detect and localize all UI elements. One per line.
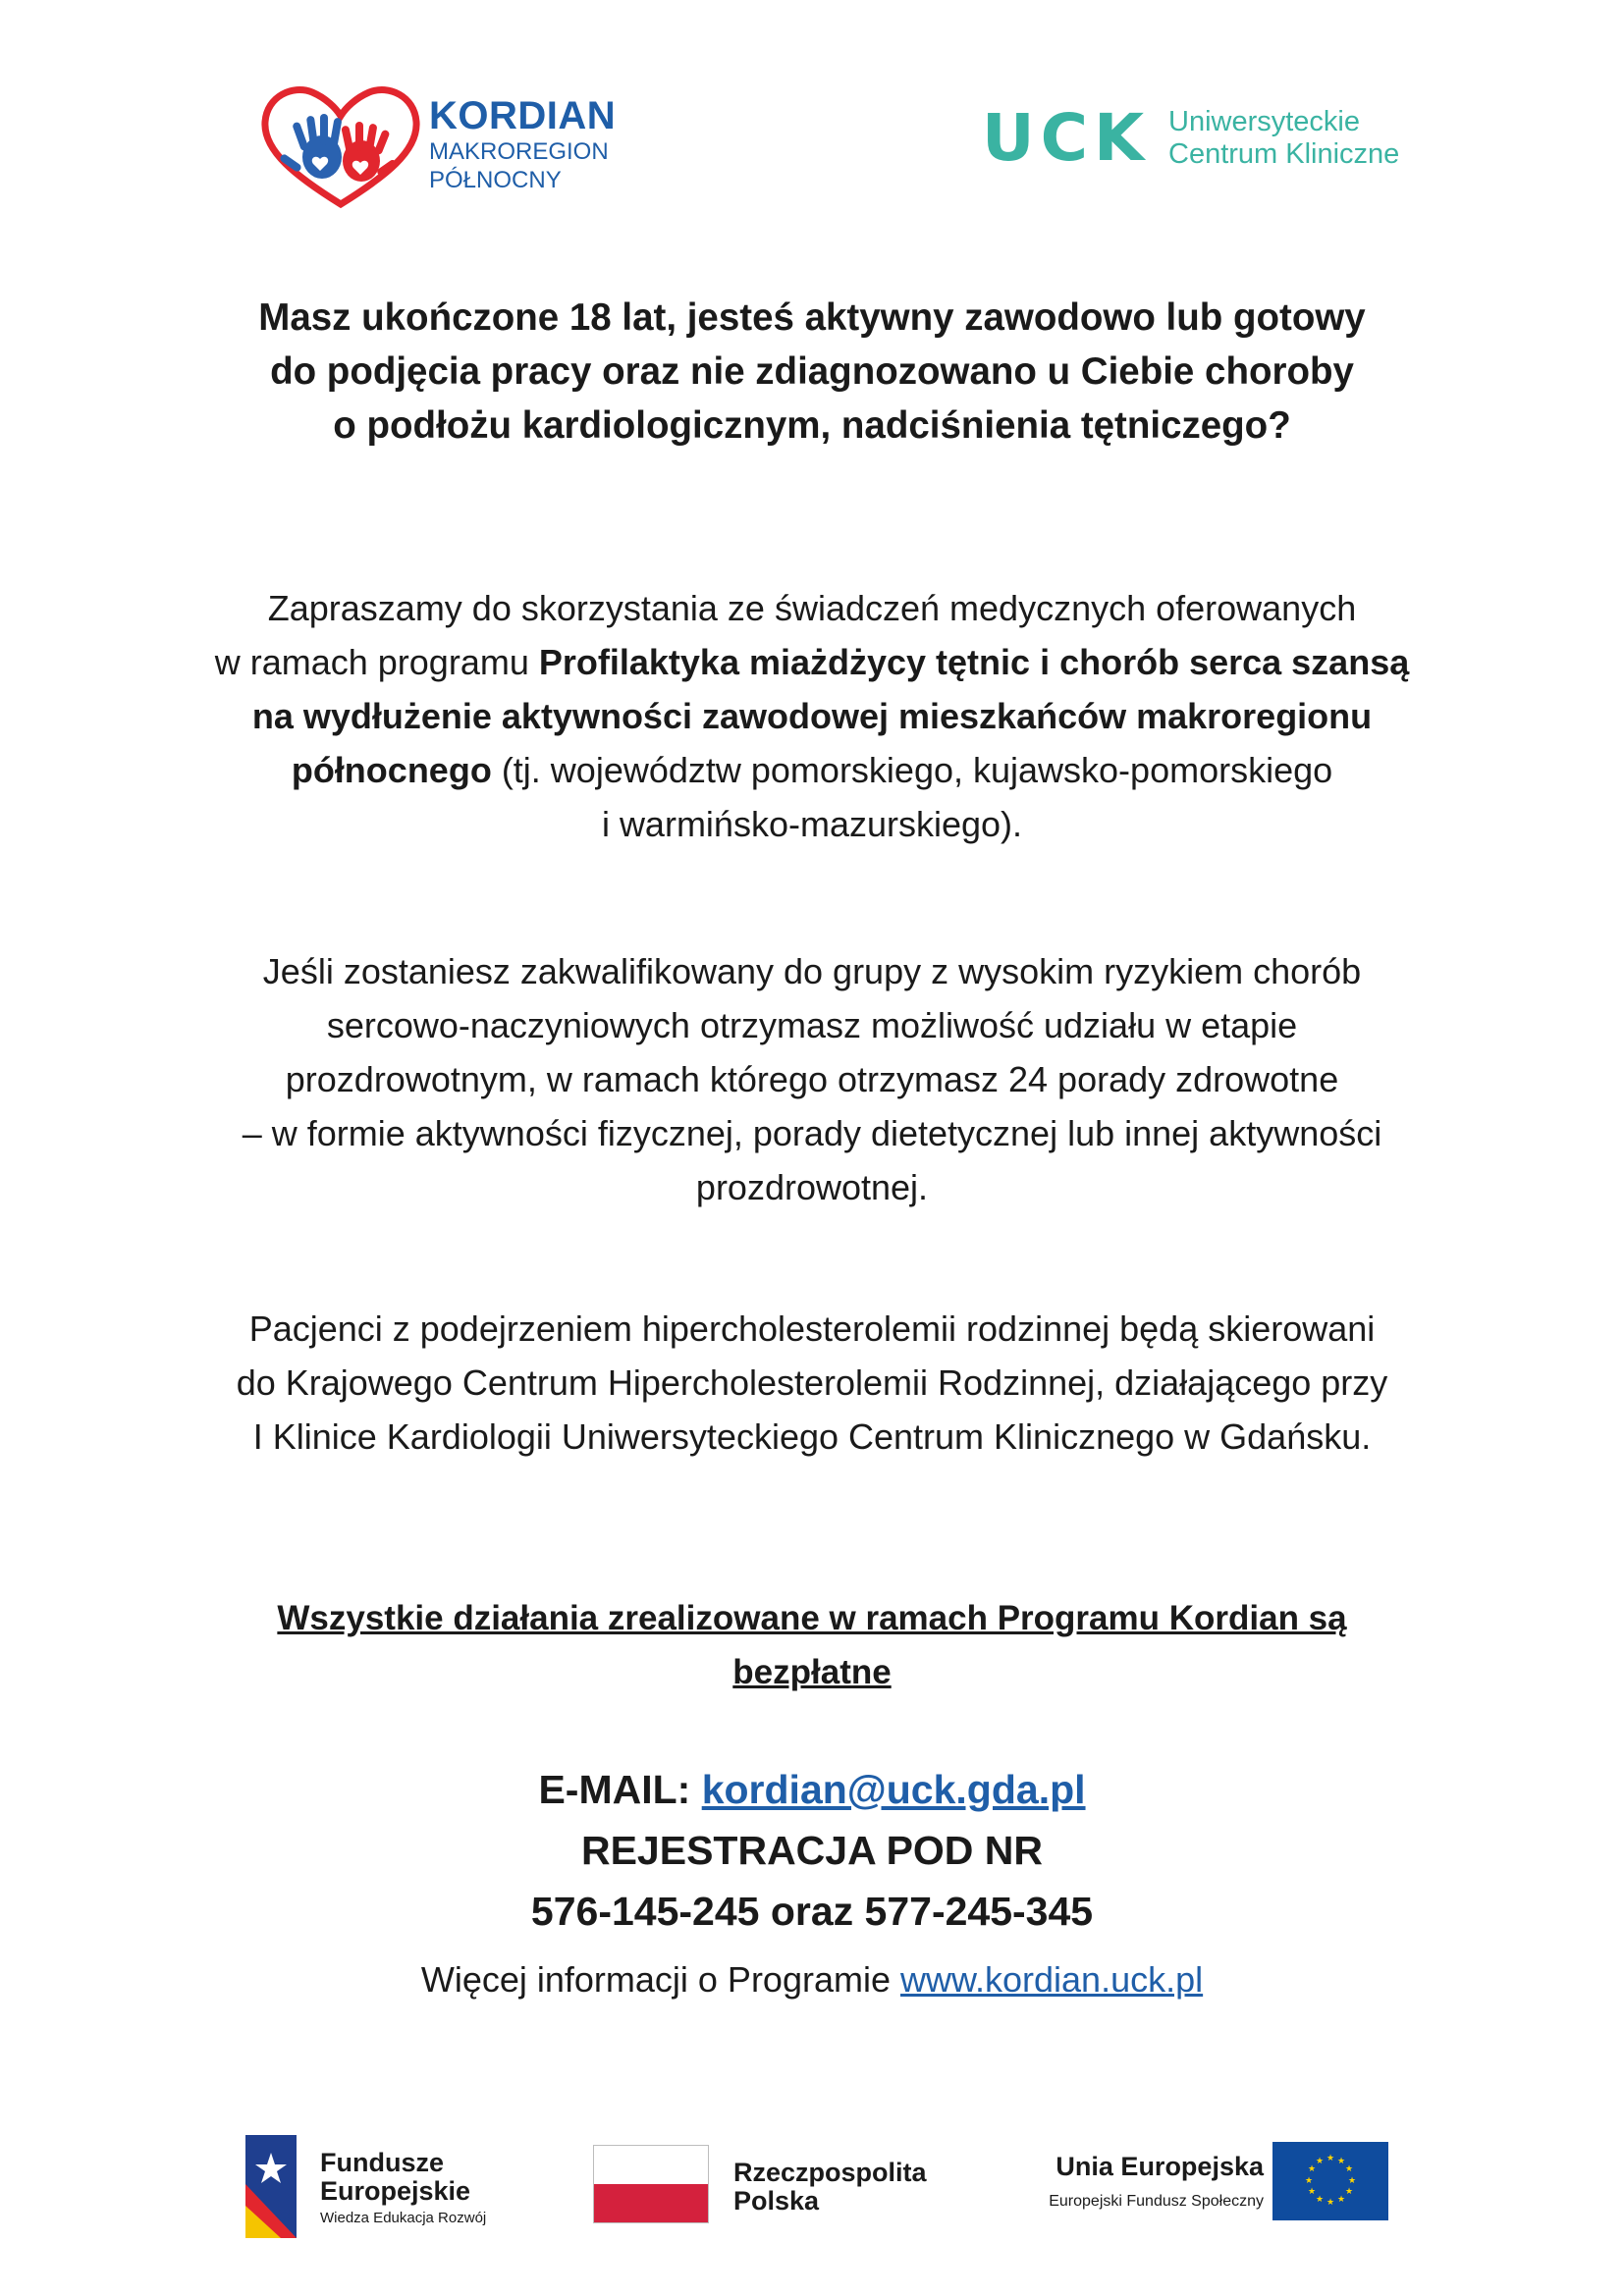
uck-logo-mark: UCK: [982, 100, 1151, 176]
svg-text:★: ★: [1315, 2195, 1325, 2205]
risk-group-paragraph: [128, 944, 1496, 1214]
program-name: na wydłużenie aktywności zawodowej mieszkańców makroregionu: [251, 696, 1373, 736]
kordian-logo-line2: PÓŁNOCNY: [429, 167, 562, 193]
svg-text:★: ★: [1336, 2195, 1346, 2205]
kordian-logo-title: KORDIAN: [429, 94, 617, 137]
program-paragraph: [128, 581, 1496, 851]
svg-text:★: ★: [1336, 2157, 1346, 2166]
fe-logo-line2: Europejskie: [320, 2176, 471, 2206]
kordian-logo-line1: MAKROREGION: [429, 138, 609, 165]
free-notice-line: bezpłatne: [732, 1653, 892, 1691]
more-info-line: [128, 1949, 1496, 2010]
fe-logo-title: [320, 2149, 470, 2206]
program-name: północnego: [291, 750, 492, 790]
ue-logo-title: Unia Europejska: [1056, 2152, 1264, 2181]
email-label: E-MAIL:: [538, 1767, 702, 1812]
paragraph-line: i warmińsko-mazurskiego).: [601, 804, 1023, 844]
contact-block: [128, 1759, 1496, 1942]
svg-text:★: ★: [1326, 2154, 1335, 2163]
paragraph-line: [128, 635, 1496, 689]
svg-text:★: ★: [1304, 2176, 1314, 2186]
headline: [128, 291, 1496, 453]
phone-numbers: 576-145-245 oraz 577-245-345: [530, 1889, 1094, 1934]
email-link[interactable]: kordian@uck.gda.pl: [701, 1767, 1086, 1812]
uck-logo-line2: Centrum Kliniczne: [1168, 138, 1400, 170]
paragraph-line: prozdrowotnej.: [695, 1167, 929, 1207]
heart-hands-icon: [257, 82, 424, 210]
program-name: Profilaktyka miażdżycy tętnic i chorób serca szansą: [538, 642, 1410, 682]
fe-logo-subtitle: Wiedza Edukacja Rozwój: [320, 2210, 487, 2226]
svg-text:★: ★: [1307, 2187, 1317, 2197]
paragraph-line: I Klinice Kardiologii Uniwersyteckiego Centrum Klinicznego w Gdańsku.: [252, 1416, 1372, 1457]
svg-text:★: ★: [1307, 2164, 1317, 2174]
paragraph-line: [128, 743, 1496, 797]
email-line: [128, 1759, 1496, 1820]
paragraph-line: do Krajowego Centrum Hipercholesterolemii Rodzinnej, działającego przy: [236, 1362, 1388, 1403]
svg-text:★: ★: [1347, 2176, 1357, 2186]
paragraph-line: Pacjenci z podejrzeniem hipercholesterolemii rodzinnej będą skierowani: [248, 1308, 1376, 1349]
fe-logo-line1: Fundusze: [320, 2148, 444, 2177]
paragraph-line: Jeśli zostaniesz zakwalifikowany do grupy z wysokim ryzykiem chorób: [262, 951, 1362, 991]
fundusze-europejskie-icon: [245, 2135, 304, 2238]
headline-line: Masz ukończone 18 lat, jesteś aktywny zawodowo lub gotowy: [258, 296, 1366, 339]
paragraph-line: [128, 689, 1496, 743]
free-notice-line: Wszystkie działania zrealizowane w ramach Programu Kordian są: [277, 1599, 1347, 1637]
registration-label: REJESTRACJA POD NR: [580, 1828, 1044, 1873]
more-info-label: Więcej informacji o Programie: [420, 1959, 900, 2000]
paragraph-line: Zapraszamy do skorzystania ze świadczeń medycznych oferowanych: [267, 588, 1357, 628]
fundusze-europejskie-logo: [245, 2135, 540, 2238]
uck-logo-line1: Uniwersyteckie: [1168, 106, 1360, 137]
svg-text:★: ★: [1344, 2164, 1354, 2174]
headline-line: do podjęcia pracy oraz nie zdiagnozowano u Ciebie choroby: [270, 350, 1354, 393]
website-link[interactable]: www.kordian.uck.pl: [900, 1959, 1204, 2000]
eu-flag-icon: [1272, 2142, 1388, 2220]
kordian-logo: [257, 82, 650, 210]
rp-logo-text: [733, 2159, 927, 2216]
paragraph-line: sercowo-naczyniowych otrzymasz możliwość udziału w etapie: [326, 1005, 1298, 1045]
rp-logo-line1: Rzeczpospolita: [733, 2158, 927, 2187]
paragraph-text: (tj. województw pomorskiego, kujawsko-pomorskiego: [491, 750, 1333, 790]
uck-logo-text: [1168, 106, 1399, 171]
ue-logo-subtitle: Europejski Fundusz Społeczny: [1049, 2193, 1264, 2210]
hypercholesterolemia-paragraph: [128, 1302, 1496, 1464]
svg-text:★: ★: [1326, 2198, 1335, 2208]
rp-logo-line2: Polska: [733, 2186, 820, 2216]
polish-flag-icon: [593, 2145, 709, 2223]
kordian-logo-text: [429, 94, 616, 194]
free-notice: [128, 1591, 1496, 1699]
uck-logo: [982, 100, 1424, 179]
rzeczpospolita-polska-logo: [593, 2145, 947, 2233]
paragraph-line: – w formie aktywności fizycznej, porady dietetycznej lub innej aktywności: [242, 1113, 1382, 1153]
svg-text:★: ★: [1315, 2157, 1325, 2166]
unia-europejska-logo: [1001, 2142, 1394, 2230]
svg-text:★: ★: [1344, 2187, 1354, 2197]
paragraph-line: prozdrowotnym, w ramach którego otrzymasz 24 porady zdrowotne: [285, 1059, 1339, 1099]
paragraph-text: w ramach programu: [214, 642, 539, 682]
headline-line: o podłożu kardiologicznym, nadciśnienia tętniczego?: [333, 404, 1291, 447]
